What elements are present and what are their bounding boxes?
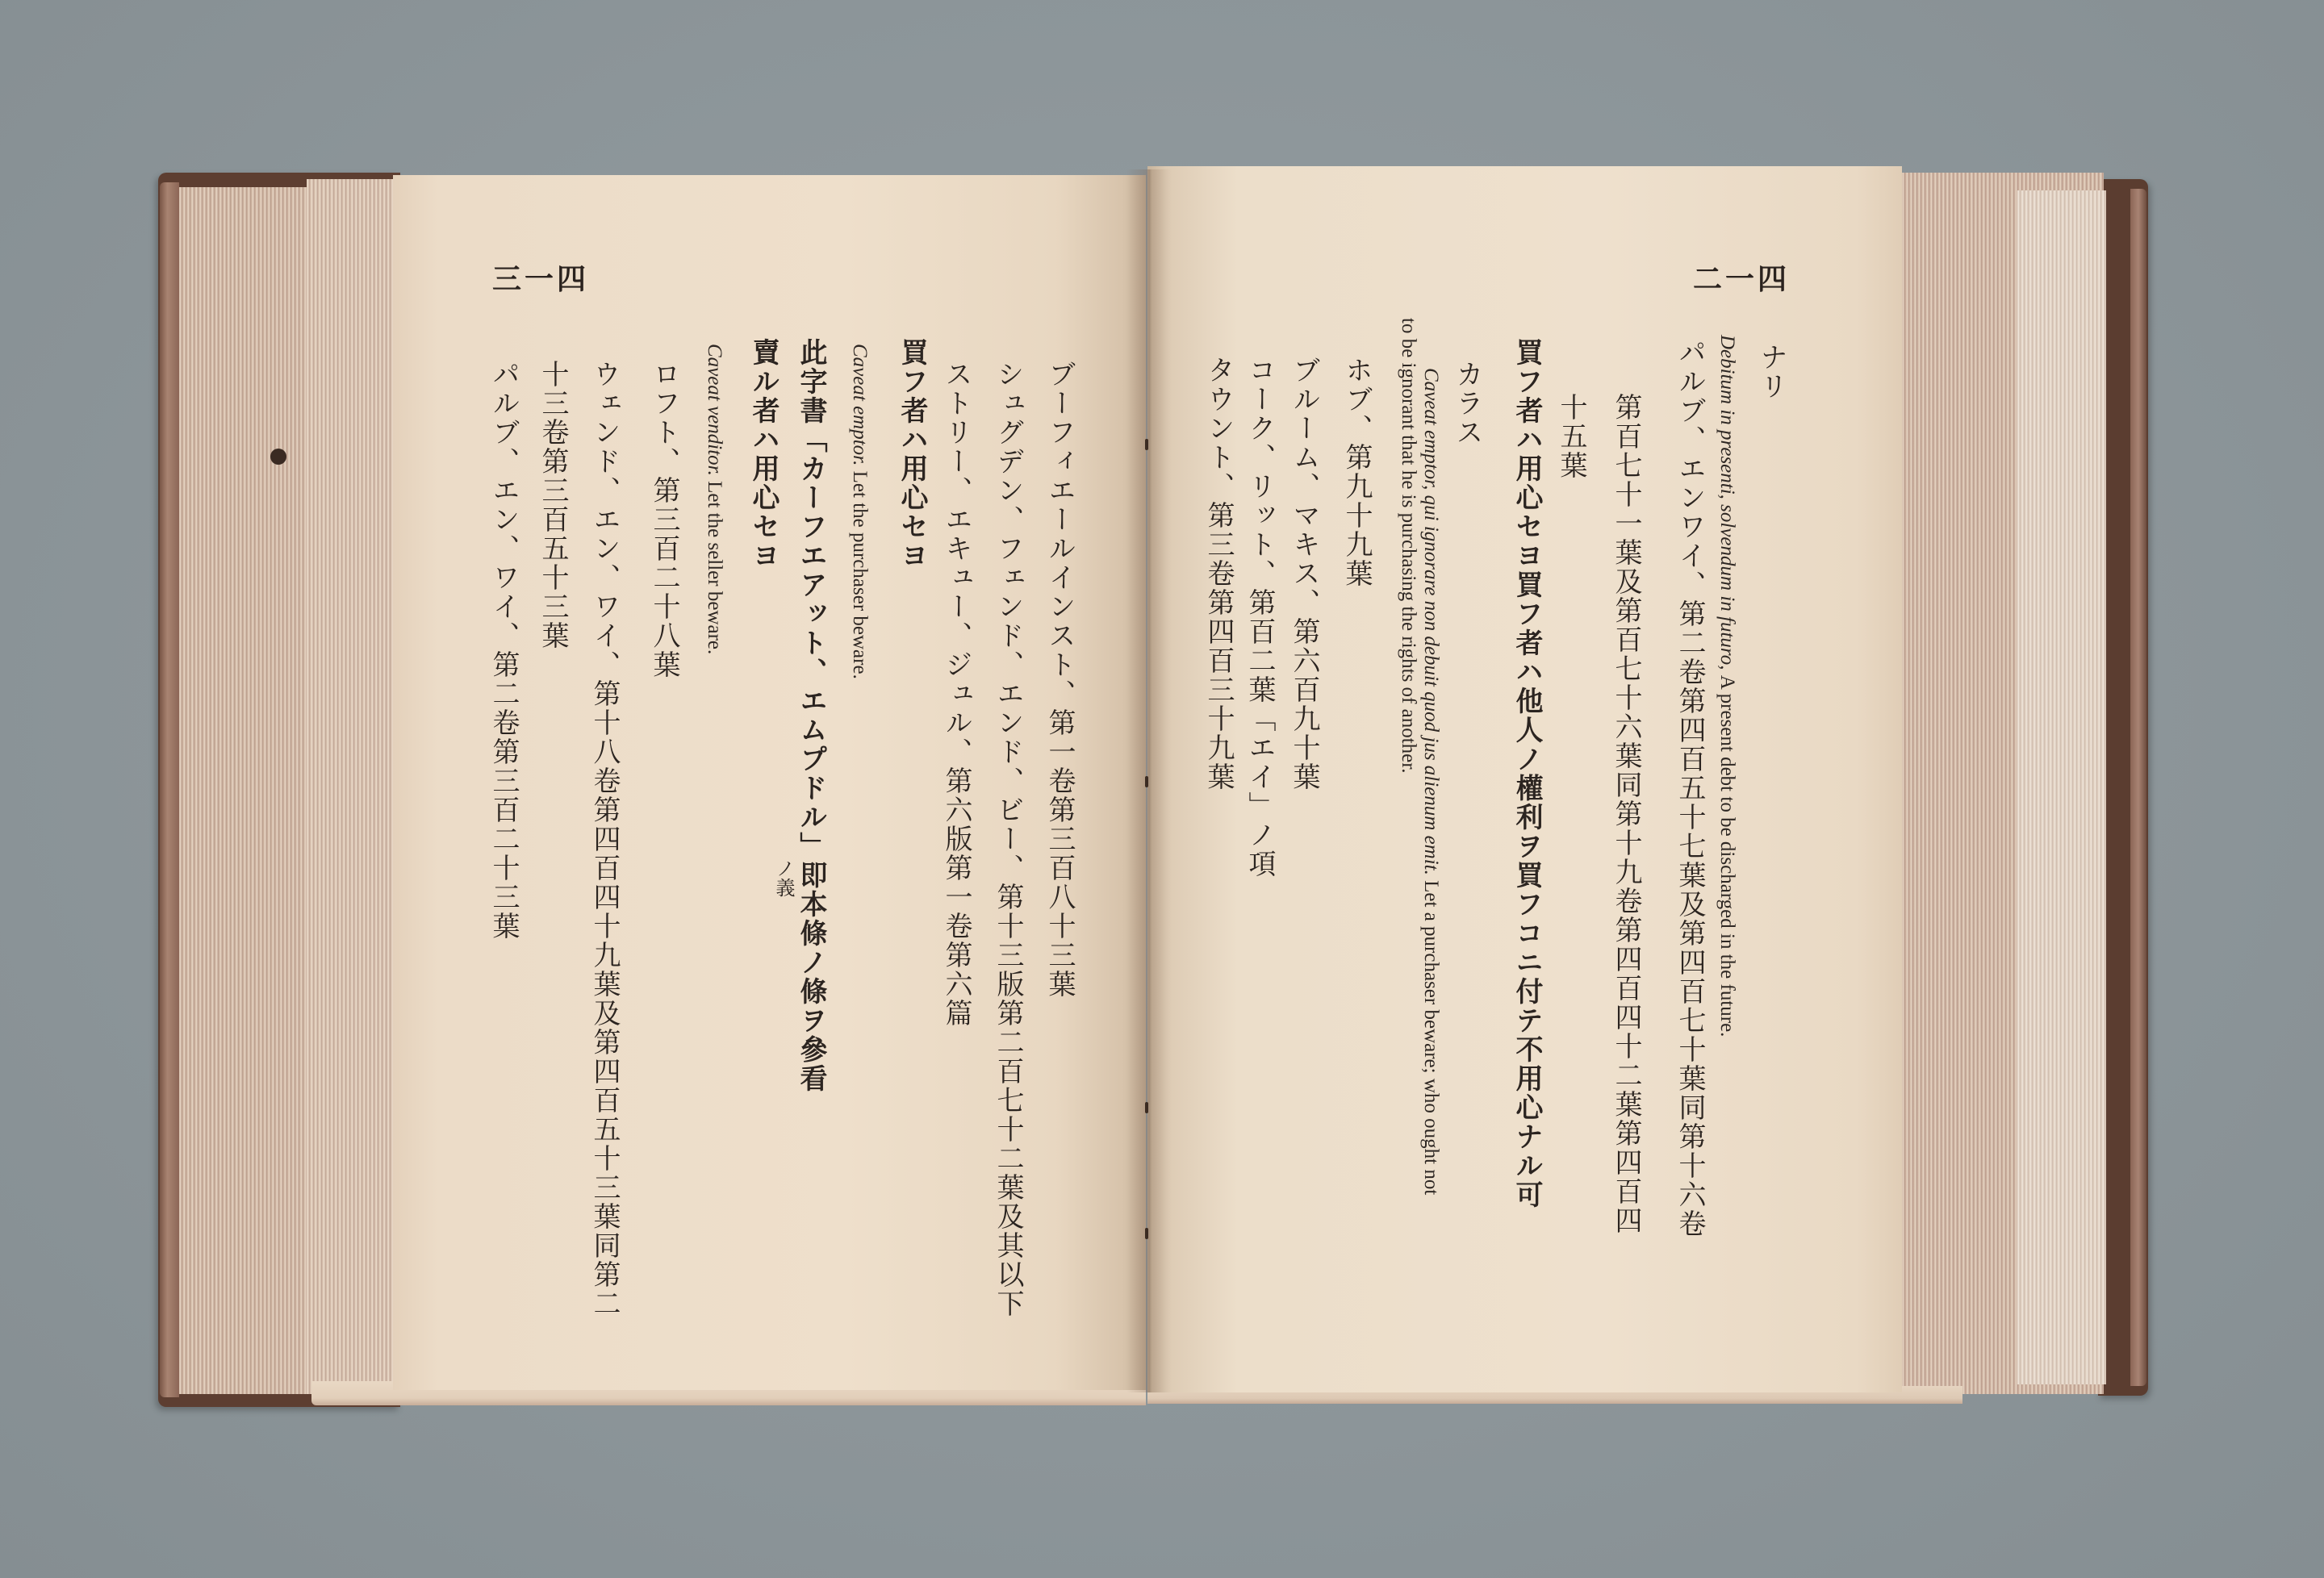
page-stack-left-inner <box>307 179 395 1394</box>
latin-maxim-buyer <box>849 344 870 679</box>
citation-column: パルブ、エン、ワイ、第二卷第三百二十三葉 <box>487 360 520 941</box>
page-number-left: 三一四 <box>491 262 589 296</box>
page-stack-left <box>179 187 316 1394</box>
binding-hole <box>270 449 286 465</box>
citation-column: ロフト、第三百二十八葉 <box>648 360 680 679</box>
latin-text: Caveat venditor. <box>704 344 725 476</box>
citation-column: ウェンド、エン、ワイ、第十八卷第四百四十九葉及第四百五十三葉同第二 <box>588 360 621 1318</box>
page-number-right: 二一四 <box>1692 262 1790 296</box>
text-column: パルブ、エンワイ、第二卷第四百五十七葉及第四百七十葉同第十六卷 <box>1674 338 1706 1238</box>
cover-edge-right <box>2130 189 2146 1386</box>
citation-column: ブルーム、マキス、第六百九十葉 <box>1288 356 1320 791</box>
latin-maxim-seller <box>704 344 725 654</box>
text-column-heading: 買フ者ハ用心セヨ買フ者ハ他人ノ權利ヲ買フコニ付テ不用心ナル可 <box>1511 338 1543 1209</box>
gutter <box>1126 169 1172 1392</box>
text-column-heading: 買フ者ハ用心セヨ <box>896 338 928 570</box>
citation-column: ホブ、第九十九葉 <box>1340 356 1373 588</box>
citation-column: シュグデン、フェンド、エンド、ビー、第十三版第二百七十二葉及其以下 <box>992 360 1024 1318</box>
page-stack-right-outer <box>2017 190 2106 1384</box>
stitch-mark <box>1145 1102 1148 1113</box>
text-column: カラス <box>1451 360 1483 447</box>
text-column: 十五葉 <box>1555 393 1587 480</box>
english-translation: Let the purchaser beware. <box>849 470 871 679</box>
text-column-heading: 賣ル者ハ用心セヨ <box>747 338 780 570</box>
english-translation: A present debt to be discharged in the future. <box>1716 674 1738 1037</box>
english-translation: Let the seller beware. <box>704 481 725 655</box>
stitch-mark <box>1145 1228 1148 1239</box>
latin-text: Caveat emptor, qui ignorare non debuit quod jus alienum emit. <box>1420 368 1442 875</box>
text-column: 第百七十一葉及第百七十六葉同第十九卷第四百四十二葉第四百四 <box>1610 393 1642 1235</box>
english-translation: Let a purchaser beware; who ought not <box>1420 880 1442 1196</box>
citation-column: ストリー、エキュー、ジュル、第六版第一卷第六篇 <box>940 360 972 1028</box>
text-column: ナリ <box>1755 343 1787 401</box>
latin-text: Caveat emptor. <box>849 344 871 466</box>
text-column-reference: 此字書「カーフエアット、エムプドル」即本條ノ條ヲ參看 <box>795 338 827 1093</box>
citation-column: 十三卷第三百五十三葉 <box>537 360 569 650</box>
latin-text: Debitum in presenti, solvendum in futuro, <box>1716 335 1738 670</box>
cover-edge-left <box>160 182 179 1397</box>
citation-column: タウント、第三卷第四百三十九葉 <box>1202 356 1235 791</box>
stitch-mark <box>1145 776 1148 787</box>
latin-maxim-purchaser <box>1420 368 1441 1195</box>
inline-note: ノ義 <box>772 858 795 897</box>
stitch-mark <box>1145 439 1148 450</box>
latin-maxim-debt <box>1716 335 1737 1037</box>
citation-column: コーク、リット、第百二葉「エイ」ノ項 <box>1244 356 1276 879</box>
english-translation-continued: to be ignorant that he is purchasing the rights of another. <box>1398 318 1419 774</box>
citation-column: ブーフィエールインスト、第一卷第三百八十三葉 <box>1043 360 1076 999</box>
